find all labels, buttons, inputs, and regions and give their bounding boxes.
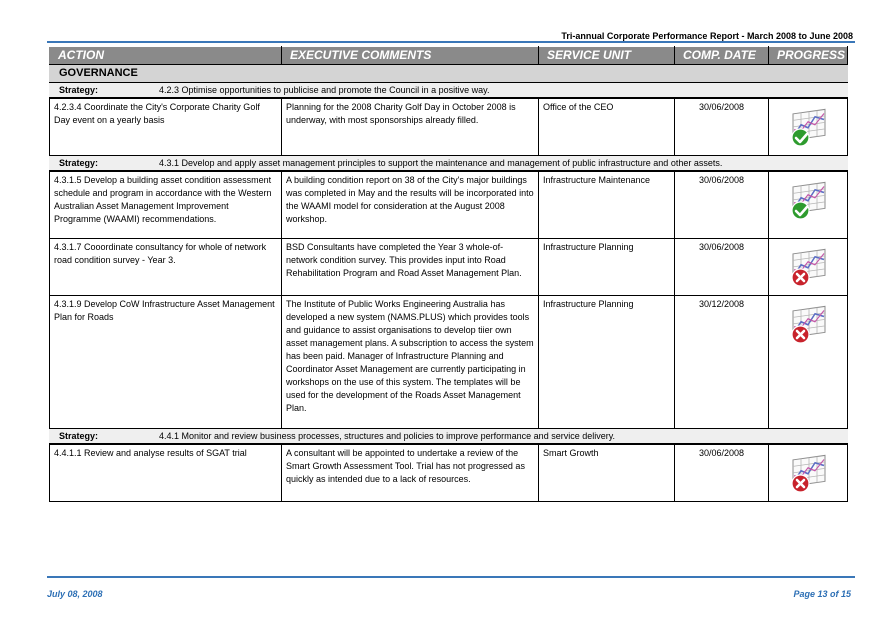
- col-header-date: COMP. DATE: [675, 47, 769, 65]
- date-cell: 30/06/2008: [675, 171, 769, 238]
- strategy-row: [50, 83, 848, 99]
- comment-cell: The Institute of Public Works Engineering Australia has developed a new system (NAMS.PLUS) which provides tools and guidance to assist organisations to develop tiier own asset management plans. A subscription to access the system has been paid. Manager of Infrastructure Planning and Coordinator Asset Management are currently participating in workshops on the use of this system. The templates will be used for the development of the Roads Asset Management Plan.: [282, 295, 539, 428]
- chart-cross-icon: [785, 241, 831, 289]
- group-title: GOVERNANCE: [50, 65, 848, 83]
- header-rule: [47, 41, 855, 43]
- progress-cell: [769, 444, 848, 502]
- chart-cross-icon: [785, 298, 831, 346]
- col-header-action: ACTION: [50, 47, 282, 65]
- progress-cell: [769, 295, 848, 428]
- strategy-row: [50, 428, 848, 444]
- strategy-row: [50, 156, 848, 172]
- progress-cell: [769, 171, 848, 238]
- col-header-comments: EXECUTIVE COMMENTS: [282, 47, 539, 65]
- date-cell: 30/12/2008: [675, 295, 769, 428]
- comment-cell: A building condition report on 38 of the City's major buildings was completed in May and the results will be incorporated into the WAAMI model for consideration at the August 2008 workshop.: [282, 171, 539, 238]
- column-header-row: [50, 47, 848, 65]
- date-cell: 30/06/2008: [675, 444, 769, 502]
- unit-cell: Infrastructure Planning: [539, 295, 675, 428]
- progress-cell: [769, 98, 848, 156]
- performance-table: [49, 46, 848, 502]
- table-row: [50, 98, 848, 156]
- progress-cell: [769, 238, 848, 295]
- group-row: [50, 65, 848, 83]
- strategy-text: 4.2.3 Optimise opportunities to publicise and promote the Council in a positive way.: [159, 85, 490, 95]
- col-header-unit: SERVICE UNIT: [539, 47, 675, 65]
- comment-cell: BSD Consultants have completed the Year 3 whole-of-network condition survey. This provides input into Road Rehabilitation Program and Road Asset Management Plan.: [282, 238, 539, 295]
- chart-cross-icon: [785, 447, 831, 495]
- table-row: [50, 444, 848, 502]
- unit-cell: Infrastructure Planning: [539, 238, 675, 295]
- report-title: Tri-annual Corporate Performance Report - March 2008 to June 2008: [561, 31, 853, 41]
- footer-page-number: Page 13 of 15: [793, 589, 851, 599]
- comment-cell: Planning for the 2008 Charity Golf Day in October 2008 is underway, with most sponsorships already filled.: [282, 98, 539, 156]
- action-cell: 4.3.1.7 Cooordinate consultancy for whole of network road condition survey - Year 3.: [50, 238, 282, 295]
- col-header-progress: PROGRESS: [769, 47, 848, 65]
- strategy-label: Strategy:: [59, 85, 99, 95]
- strategy-text: 4.3.1 Develop and apply asset management principles to support the maintenance and management of public infrastructure and other assets.: [159, 158, 723, 168]
- unit-cell: Infrastructure Maintenance: [539, 171, 675, 238]
- action-cell: 4.4.1.1 Review and analyse results of SGAT trial: [50, 444, 282, 502]
- strategy-label: Strategy:: [59, 430, 99, 441]
- chart-check-icon: [785, 174, 831, 222]
- action-cell: 4.2.3.4 Coordinate the City's Corporate Charity Golf Day event on a yearly basis: [50, 98, 282, 156]
- unit-cell: Office of the CEO: [539, 98, 675, 156]
- footer-rule: [47, 576, 855, 578]
- strategy-label: Strategy:: [59, 158, 99, 168]
- footer-date: July 08, 2008: [47, 589, 103, 599]
- date-cell: 30/06/2008: [675, 238, 769, 295]
- comment-cell: A consultant will be appointed to undertake a review of the Smart Growth Assessment Tool. Trial has not progressed as quickly as intended due to a lack of resources.: [282, 444, 539, 502]
- table-row: [50, 238, 848, 295]
- strategy-text: 4.4.1 Monitor and review business processes, structures and policies to improve performance and service delivery.: [159, 430, 616, 441]
- action-cell: 4.3.1.9 Develop CoW Infrastructure Asset Management Plan for Roads: [50, 295, 282, 428]
- table-row: [50, 295, 848, 428]
- action-cell: 4.3.1.5 Develop a building asset condition assessment schedule and program in accordance with the Western Australian Asset Management Improvement Programme (WAAMI) recommendations.: [50, 171, 282, 238]
- unit-cell: Smart Growth: [539, 444, 675, 502]
- chart-check-icon: [785, 101, 831, 149]
- table-row: [50, 171, 848, 238]
- date-cell: 30/06/2008: [675, 98, 769, 156]
